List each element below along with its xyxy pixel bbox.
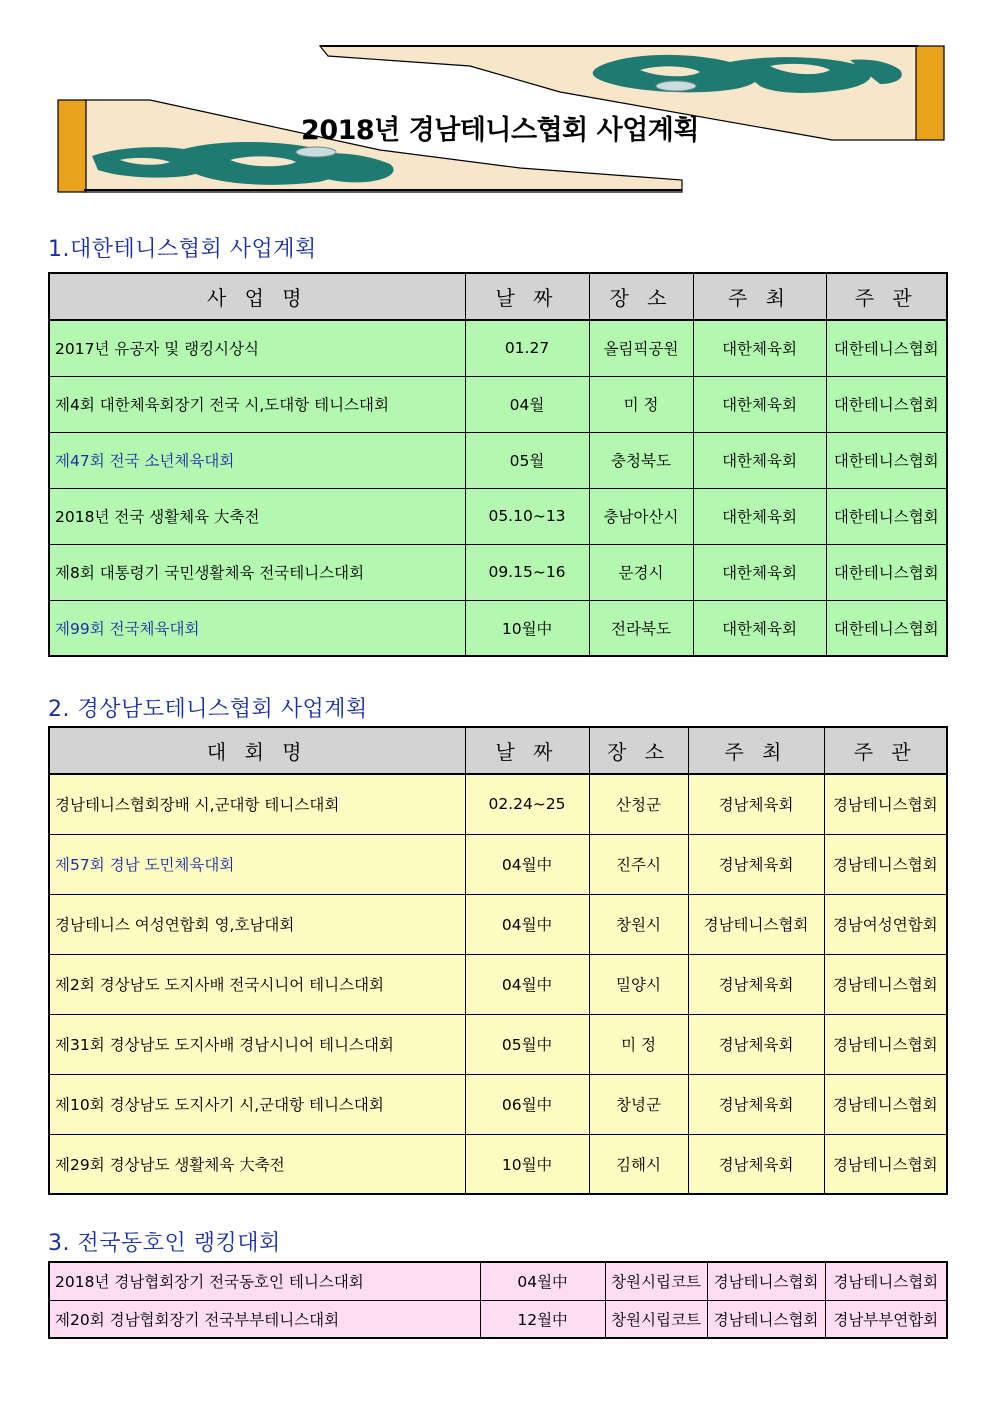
place-cell: 올림픽공원 <box>589 320 693 376</box>
table-row <box>49 1014 947 1074</box>
section-2-title: 2. 경상남도테니스협회 사업계획 <box>48 697 368 722</box>
col-header-organizer: 주 관 <box>824 727 947 774</box>
table-row <box>49 1262 947 1300</box>
organizer-cell: 경남테니스협회 <box>824 1074 947 1134</box>
table-ranking-events <box>48 1261 948 1339</box>
date-cell: 05.10~13 <box>465 488 589 544</box>
col-header-place: 장 소 <box>589 273 693 320</box>
organizer-cell: 경남테니스협회 <box>824 1014 947 1074</box>
date-cell: 12월中 <box>480 1300 605 1338</box>
place-cell: 미 정 <box>589 376 693 432</box>
place-cell: 미 정 <box>589 1014 688 1074</box>
title-banner <box>0 0 992 210</box>
table-body <box>49 1262 947 1338</box>
place-cell: 전라북도 <box>589 600 693 656</box>
event-name-cell: 제20회 경남협회장기 전국부부테니스대회 <box>49 1300 480 1338</box>
date-cell: 04월中 <box>480 1262 605 1300</box>
table-row <box>49 600 947 656</box>
organizer-cell: 대한테니스협회 <box>826 488 947 544</box>
host-cell: 대한체육회 <box>693 320 826 376</box>
date-cell: 04월中 <box>465 834 589 894</box>
host-cell: 경남테니스협회 <box>688 894 824 954</box>
event-name-cell: 제57회 경남 도민체육대회 <box>49 834 465 894</box>
col-header-event: 사 업 명 <box>49 273 465 320</box>
table-row <box>49 432 947 488</box>
table-gyeongnam-plan <box>48 726 948 1195</box>
organizer-cell: 대한테니스협회 <box>826 600 947 656</box>
table-row <box>49 1300 947 1338</box>
table-kta-plan <box>48 272 948 657</box>
host-cell: 경남체육회 <box>688 774 824 834</box>
date-cell: 05월 <box>465 432 589 488</box>
table-row <box>49 894 947 954</box>
organizer-cell: 대한테니스협회 <box>826 376 947 432</box>
organizer-cell: 경남테니스협회 <box>824 834 947 894</box>
event-name-cell: 제8회 대통령기 국민생활체육 전국테니스대회 <box>49 544 465 600</box>
place-cell: 산청군 <box>589 774 688 834</box>
host-cell: 경남체육회 <box>688 834 824 894</box>
event-name-cell: 경남테니스협회장배 시,군대항 테니스대회 <box>49 774 465 834</box>
col-header-place: 장 소 <box>589 727 688 774</box>
host-cell: 경남체육회 <box>688 954 824 1014</box>
host-cell: 경남테니스협회 <box>707 1262 825 1300</box>
table-row <box>49 1134 947 1194</box>
date-cell: 05월中 <box>465 1014 589 1074</box>
event-name-cell: 2018년 경남협회장기 전국동호인 테니스대회 <box>49 1262 480 1300</box>
document-title: 2018년 경남테니스협회 사업계획 <box>301 115 699 146</box>
event-name-cell: 2018년 전국 생활체육 大축전 <box>49 488 465 544</box>
table-row <box>49 544 947 600</box>
event-name-cell: 제4회 대한체육회장기 전국 시,도대항 테니스대회 <box>49 376 465 432</box>
organizer-cell: 경남테니스협회 <box>824 954 947 1014</box>
host-cell: 경남체육회 <box>688 1134 824 1194</box>
host-cell: 경남테니스협회 <box>707 1300 825 1338</box>
host-cell: 대한체육회 <box>693 432 826 488</box>
event-name-cell: 제99회 전국체육대회 <box>49 600 465 656</box>
section-3-title: 3. 전국동호인 랭킹대회 <box>48 1231 281 1256</box>
table-row <box>49 376 947 432</box>
table-row <box>49 1074 947 1134</box>
organizer-cell: 경남여성연합회 <box>824 894 947 954</box>
date-cell: 04월中 <box>465 954 589 1014</box>
event-name-cell: 제10회 경상남도 도지사기 시,군대항 테니스대회 <box>49 1074 465 1134</box>
place-cell: 창원시립코트 <box>605 1262 707 1300</box>
col-header-date: 날 짜 <box>465 727 589 774</box>
host-cell: 대한체육회 <box>693 376 826 432</box>
place-cell: 창원시립코트 <box>605 1300 707 1338</box>
date-cell: 06월中 <box>465 1074 589 1134</box>
place-cell: 밀양시 <box>589 954 688 1014</box>
host-cell: 경남체육회 <box>688 1074 824 1134</box>
date-cell: 04월 <box>465 376 589 432</box>
event-name-cell: 제29회 경상남도 생활체육 大축전 <box>49 1134 465 1194</box>
organizer-cell: 경남테니스협회 <box>825 1262 947 1300</box>
col-header-date: 날 짜 <box>465 273 589 320</box>
date-cell: 10월中 <box>465 1134 589 1194</box>
table-body <box>49 774 947 1194</box>
event-name-cell: 제31회 경상남도 도지사배 경남시니어 테니스대회 <box>49 1014 465 1074</box>
date-cell: 02.24~25 <box>465 774 589 834</box>
event-name-cell: 2017년 유공자 및 랭킹시상식 <box>49 320 465 376</box>
organizer-cell: 대한테니스협회 <box>826 320 947 376</box>
date-cell: 09.15~16 <box>465 544 589 600</box>
place-cell: 충청북도 <box>589 432 693 488</box>
organizer-cell: 대한테니스협회 <box>826 544 947 600</box>
table-body <box>49 320 947 656</box>
organizer-cell: 경남부부연합회 <box>825 1300 947 1338</box>
place-cell: 문경시 <box>589 544 693 600</box>
event-name-cell: 제47회 전국 소년체육대회 <box>49 432 465 488</box>
col-header-host: 주 최 <box>688 727 824 774</box>
col-header-organizer: 주 관 <box>826 273 947 320</box>
place-cell: 충남아산시 <box>589 488 693 544</box>
place-cell: 창녕군 <box>589 1074 688 1134</box>
event-name-cell: 경남테니스 여성연합회 영,호남대회 <box>49 894 465 954</box>
host-cell: 대한체육회 <box>693 488 826 544</box>
event-name-cell: 제2회 경상남도 도지사배 전국시니어 테니스대회 <box>49 954 465 1014</box>
section-1-title: 1.대한테니스협회 사업계획 <box>48 237 317 262</box>
place-cell: 창원시 <box>589 894 688 954</box>
organizer-cell: 경남테니스협회 <box>824 1134 947 1194</box>
host-cell: 대한체육회 <box>693 600 826 656</box>
date-cell: 04월中 <box>465 894 589 954</box>
table-row <box>49 954 947 1014</box>
organizer-cell: 대한테니스협회 <box>826 432 947 488</box>
col-header-host: 주 최 <box>693 273 826 320</box>
host-cell: 경남체육회 <box>688 1014 824 1074</box>
table-row <box>49 320 947 376</box>
table-row <box>49 774 947 834</box>
date-cell: 10월中 <box>465 600 589 656</box>
place-cell: 김해시 <box>589 1134 688 1194</box>
date-cell: 01.27 <box>465 320 589 376</box>
table-row <box>49 488 947 544</box>
organizer-cell: 경남테니스협회 <box>824 774 947 834</box>
place-cell: 진주시 <box>589 834 688 894</box>
col-header-event: 대 회 명 <box>49 727 465 774</box>
table-row <box>49 834 947 894</box>
host-cell: 대한체육회 <box>693 544 826 600</box>
